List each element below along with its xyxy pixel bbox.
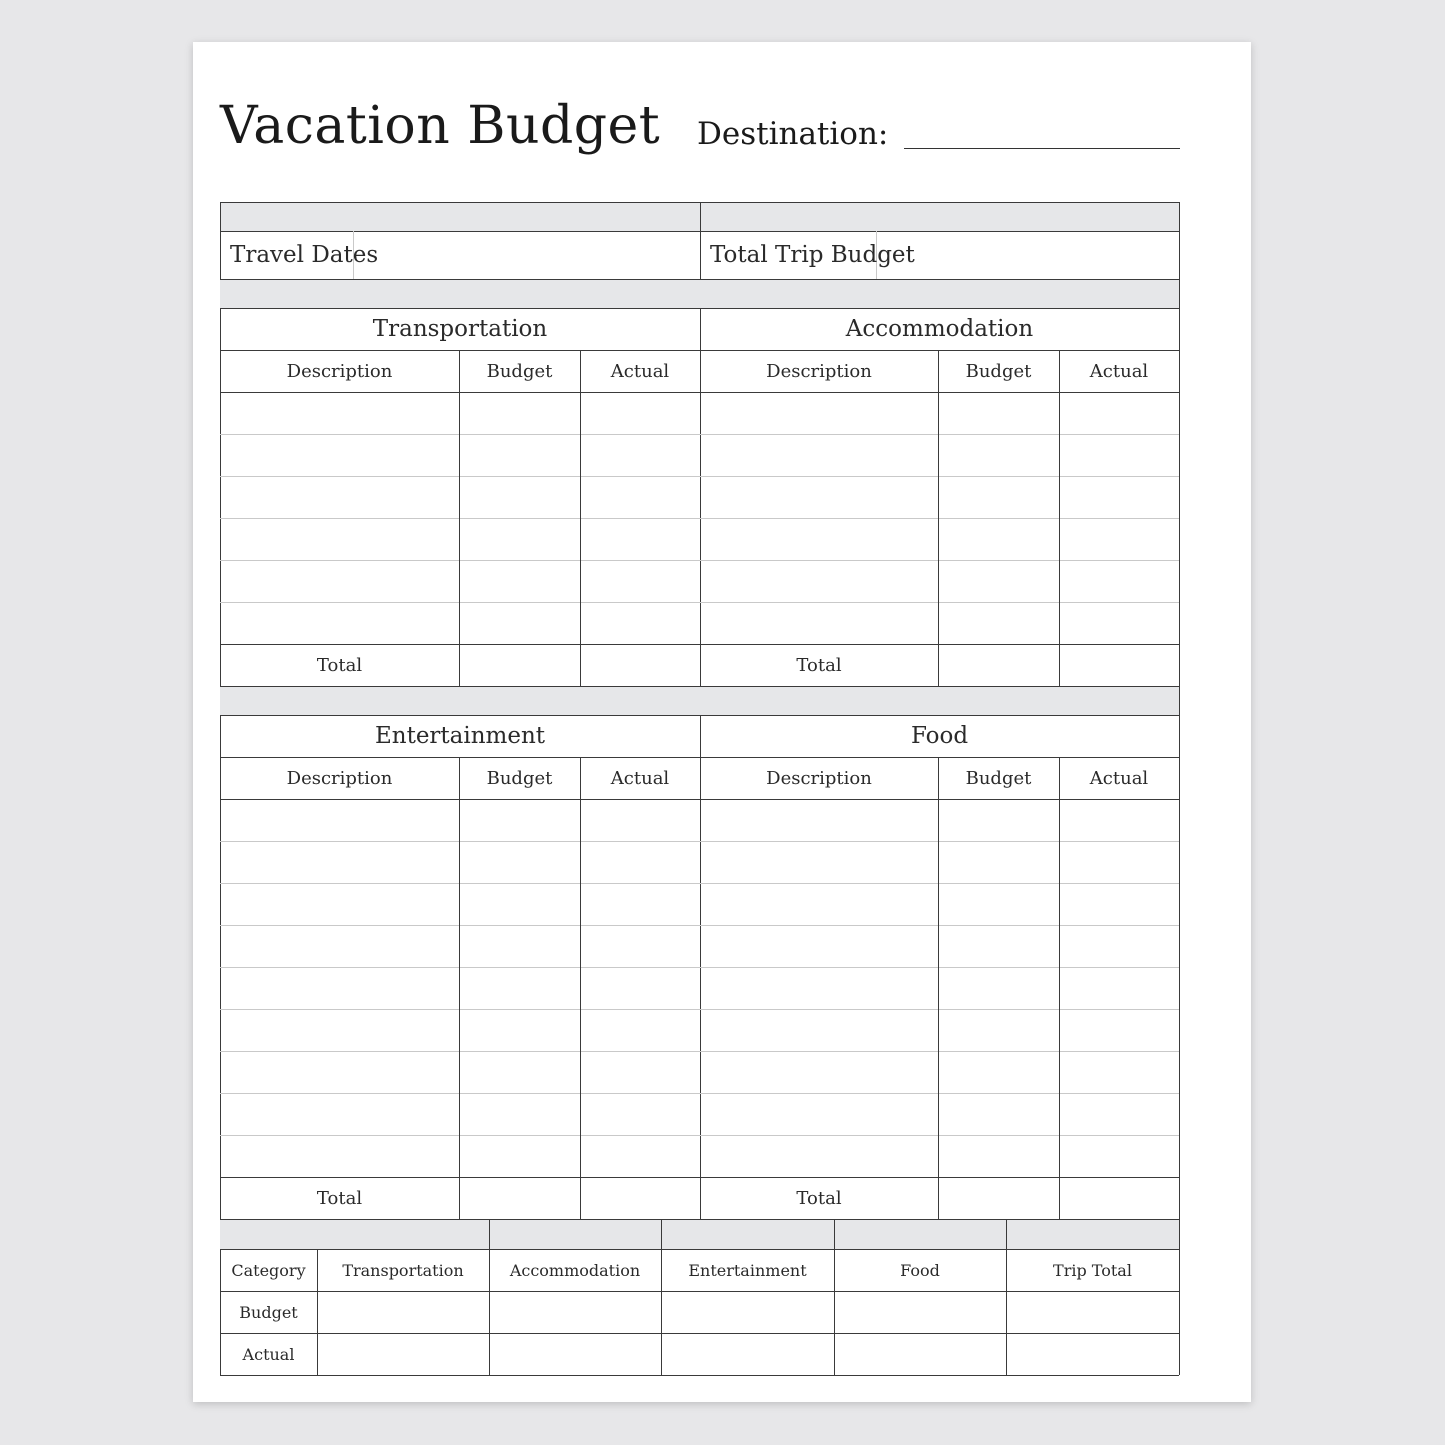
food-total-budget-cell[interactable] — [938, 1177, 1059, 1219]
accommodation-description-cell[interactable] — [700, 560, 938, 602]
transportation-budget-cell[interactable] — [459, 602, 580, 644]
summary-actual-cell[interactable] — [489, 1333, 661, 1375]
entertainment-description-cell[interactable] — [220, 1093, 459, 1135]
rule-line — [700, 686, 1179, 687]
transportation-description-cell[interactable] — [220, 434, 459, 476]
transportation-budget-cell[interactable] — [459, 518, 580, 560]
transportation-budget-cell[interactable] — [459, 434, 580, 476]
transportation-description-cell[interactable] — [220, 560, 459, 602]
summary-budget-cell[interactable] — [317, 1291, 489, 1333]
transportation-col-description: Description — [286, 360, 393, 382]
entertainment-actual-cell[interactable] — [580, 1051, 700, 1093]
transportation-total-budget-cell[interactable] — [459, 644, 580, 686]
transportation-actual-cell[interactable] — [580, 560, 700, 602]
entertainment-actual-cell[interactable] — [580, 967, 700, 1009]
entertainment-actual-cell[interactable] — [580, 1009, 700, 1051]
summary-budget-cell[interactable] — [834, 1291, 1006, 1333]
accommodation-actual-cell[interactable] — [1059, 518, 1179, 560]
food-title: Food — [910, 723, 969, 749]
destination-label: Destination: — [697, 116, 889, 152]
entertainment-budget-cell[interactable] — [459, 799, 580, 841]
food-description-cell[interactable] — [700, 883, 938, 925]
food-col-budget: Budget — [965, 767, 1032, 789]
food-budget-cell[interactable] — [938, 841, 1059, 883]
food-budget-cell[interactable] — [938, 967, 1059, 1009]
food-budget-cell[interactable] — [938, 925, 1059, 967]
entertainment-description-cell[interactable] — [220, 883, 459, 925]
transportation-col-budget: Budget — [486, 360, 553, 382]
food-description-cell[interactable] — [700, 1051, 938, 1093]
entertainment-actual-cell[interactable] — [580, 841, 700, 883]
entertainment-total-budget-cell[interactable] — [459, 1177, 580, 1219]
transportation-budget-cell[interactable] — [459, 392, 580, 434]
accommodation-actual-cell[interactable] — [1059, 602, 1179, 644]
travel-dates-label: Travel Dates — [230, 242, 379, 268]
accommodation-col-budget: Budget — [965, 360, 1032, 382]
entertainment-actual-cell[interactable] — [580, 883, 700, 925]
food-budget-cell[interactable] — [938, 1051, 1059, 1093]
entertainment-band — [220, 686, 700, 715]
transportation-actual-cell[interactable] — [580, 518, 700, 560]
accommodation-col-description: Description — [766, 360, 872, 382]
rule-line — [220, 279, 700, 280]
transportation-description-cell[interactable] — [220, 518, 459, 560]
transportation-actual-cell[interactable] — [580, 476, 700, 518]
summary-row-actual-label: Actual — [242, 1344, 295, 1364]
accommodation-actual-cell[interactable] — [1059, 476, 1179, 518]
entertainment-description-cell[interactable] — [220, 1135, 459, 1177]
entertainment-budget-cell[interactable] — [459, 1093, 580, 1135]
food-budget-cell[interactable] — [938, 799, 1059, 841]
entertainment-budget-cell[interactable] — [459, 883, 580, 925]
summary-header-category: Category — [231, 1260, 306, 1280]
summary-header-trip-total: Trip Total — [1053, 1260, 1132, 1280]
summary-header-transportation: Transportation — [342, 1260, 464, 1280]
food-total-actual-cell[interactable] — [1059, 1177, 1179, 1219]
accommodation-actual-cell[interactable] — [1059, 560, 1179, 602]
accommodation-description-cell[interactable] — [700, 434, 938, 476]
transportation-title: Transportation — [372, 316, 548, 342]
food-actual-cell[interactable] — [1059, 799, 1179, 841]
food-description-cell[interactable] — [700, 841, 938, 883]
entertainment-budget-cell[interactable] — [459, 967, 580, 1009]
food-description-cell[interactable] — [700, 1093, 938, 1135]
accommodation-budget-cell[interactable] — [938, 434, 1059, 476]
food-description-cell[interactable] — [700, 925, 938, 967]
entertainment-total-actual-cell[interactable] — [580, 1177, 700, 1219]
accommodation-col-actual: Actual — [1089, 360, 1149, 382]
rule-line — [220, 686, 700, 687]
entertainment-description-cell[interactable] — [220, 841, 459, 883]
food-col-actual: Actual — [1089, 767, 1149, 789]
food-actual-cell[interactable] — [1059, 1009, 1179, 1051]
total-trip-budget-label: Total Trip Budget — [710, 242, 915, 268]
transportation-budget-cell[interactable] — [459, 560, 580, 602]
food-description-cell[interactable] — [700, 1135, 938, 1177]
summary-header-food: Food — [900, 1260, 940, 1280]
food-actual-cell[interactable] — [1059, 1051, 1179, 1093]
transportation-actual-cell[interactable] — [580, 602, 700, 644]
food-description-cell[interactable] — [700, 1009, 938, 1051]
food-description-cell[interactable] — [700, 799, 938, 841]
entertainment-description-cell[interactable] — [220, 1051, 459, 1093]
transportation-budget-cell[interactable] — [459, 476, 580, 518]
entertainment-budget-cell[interactable] — [459, 1051, 580, 1093]
food-budget-cell[interactable] — [938, 1093, 1059, 1135]
summary-budget-cell[interactable] — [661, 1291, 834, 1333]
accommodation-budget-cell[interactable] — [938, 560, 1059, 602]
summary-budget-cell[interactable] — [489, 1291, 661, 1333]
food-actual-cell[interactable] — [1059, 1135, 1179, 1177]
summary-budget-cell[interactable] — [1006, 1291, 1179, 1333]
summary-actual-cell[interactable] — [1006, 1333, 1179, 1375]
food-actual-cell[interactable] — [1059, 841, 1179, 883]
food-actual-cell[interactable] — [1059, 883, 1179, 925]
entertainment-budget-cell[interactable] — [459, 925, 580, 967]
transportation-total-actual-cell[interactable] — [580, 644, 700, 686]
transportation-col-actual: Actual — [610, 360, 670, 382]
food-actual-cell[interactable] — [1059, 925, 1179, 967]
food-actual-cell[interactable] — [1059, 1093, 1179, 1135]
accommodation-total-label: Total — [796, 654, 842, 676]
accommodation-actual-cell[interactable] — [1059, 434, 1179, 476]
summary-row-budget-label: Budget — [239, 1302, 298, 1322]
summary-band — [220, 1219, 1179, 1249]
transportation-actual-cell[interactable] — [580, 434, 700, 476]
entertainment-actual-cell[interactable] — [580, 799, 700, 841]
transportation-total-label: Total — [316, 654, 363, 676]
accommodation-actual-cell[interactable] — [1059, 392, 1179, 434]
entertainment-total-label: Total — [316, 1187, 363, 1209]
travel-dates-field[interactable] — [353, 231, 700, 279]
food-band — [700, 686, 1179, 715]
summary-header-entertainment: Entertainment — [688, 1260, 807, 1280]
food-budget-cell[interactable] — [938, 883, 1059, 925]
accommodation-description-cell[interactable] — [700, 518, 938, 560]
entertainment-budget-cell[interactable] — [459, 841, 580, 883]
entertainment-budget-cell[interactable] — [459, 1009, 580, 1051]
transportation-description-cell[interactable] — [220, 602, 459, 644]
entertainment-col-budget: Budget — [486, 767, 553, 789]
summary-actual-cell[interactable] — [317, 1333, 489, 1375]
entertainment-budget-cell[interactable] — [459, 1135, 580, 1177]
rule-line — [220, 1375, 1179, 1376]
food-col-description: Description — [766, 767, 872, 789]
outer-border-right — [1179, 202, 1180, 1375]
summary-actual-cell[interactable] — [834, 1333, 1006, 1375]
entertainment-description-cell[interactable] — [220, 1009, 459, 1051]
summary-actual-cell[interactable] — [661, 1333, 834, 1375]
rule-line — [700, 279, 1179, 280]
page-title: Vacation Budget — [220, 96, 661, 156]
accommodation-description-cell[interactable] — [700, 602, 938, 644]
transportation-description-cell[interactable] — [220, 476, 459, 518]
transportation-description-cell[interactable] — [220, 392, 459, 434]
accommodation-description-cell[interactable] — [700, 476, 938, 518]
food-actual-cell[interactable] — [1059, 967, 1179, 1009]
accommodation-total-budget-cell[interactable] — [938, 644, 1059, 686]
accommodation-band — [700, 279, 1179, 308]
food-budget-cell[interactable] — [938, 1009, 1059, 1051]
total-trip-budget-field[interactable] — [876, 231, 1179, 279]
entertainment-description-cell[interactable] — [220, 925, 459, 967]
entertainment-col-actual: Actual — [610, 767, 670, 789]
accommodation-budget-cell[interactable] — [938, 518, 1059, 560]
summary-header-accommodation: Accommodation — [509, 1260, 641, 1280]
rule-line — [220, 1219, 1179, 1220]
accommodation-budget-cell[interactable] — [938, 602, 1059, 644]
entertainment-actual-cell[interactable] — [580, 1093, 700, 1135]
transportation-band — [220, 279, 700, 308]
accommodation-total-actual-cell[interactable] — [1059, 644, 1179, 686]
accommodation-budget-cell[interactable] — [938, 476, 1059, 518]
transportation-actual-cell[interactable] — [580, 392, 700, 434]
accommodation-budget-cell[interactable] — [938, 392, 1059, 434]
destination-field[interactable] — [904, 148, 1180, 149]
accommodation-description-cell[interactable] — [700, 392, 938, 434]
entertainment-title: Entertainment — [374, 723, 546, 749]
entertainment-actual-cell[interactable] — [580, 925, 700, 967]
food-budget-cell[interactable] — [938, 1135, 1059, 1177]
entertainment-description-cell[interactable] — [220, 799, 459, 841]
accommodation-title: Accommodation — [845, 316, 1034, 342]
food-total-label: Total — [796, 1187, 842, 1209]
food-description-cell[interactable] — [700, 967, 938, 1009]
entertainment-col-description: Description — [286, 767, 393, 789]
entertainment-description-cell[interactable] — [220, 967, 459, 1009]
entertainment-actual-cell[interactable] — [580, 1135, 700, 1177]
